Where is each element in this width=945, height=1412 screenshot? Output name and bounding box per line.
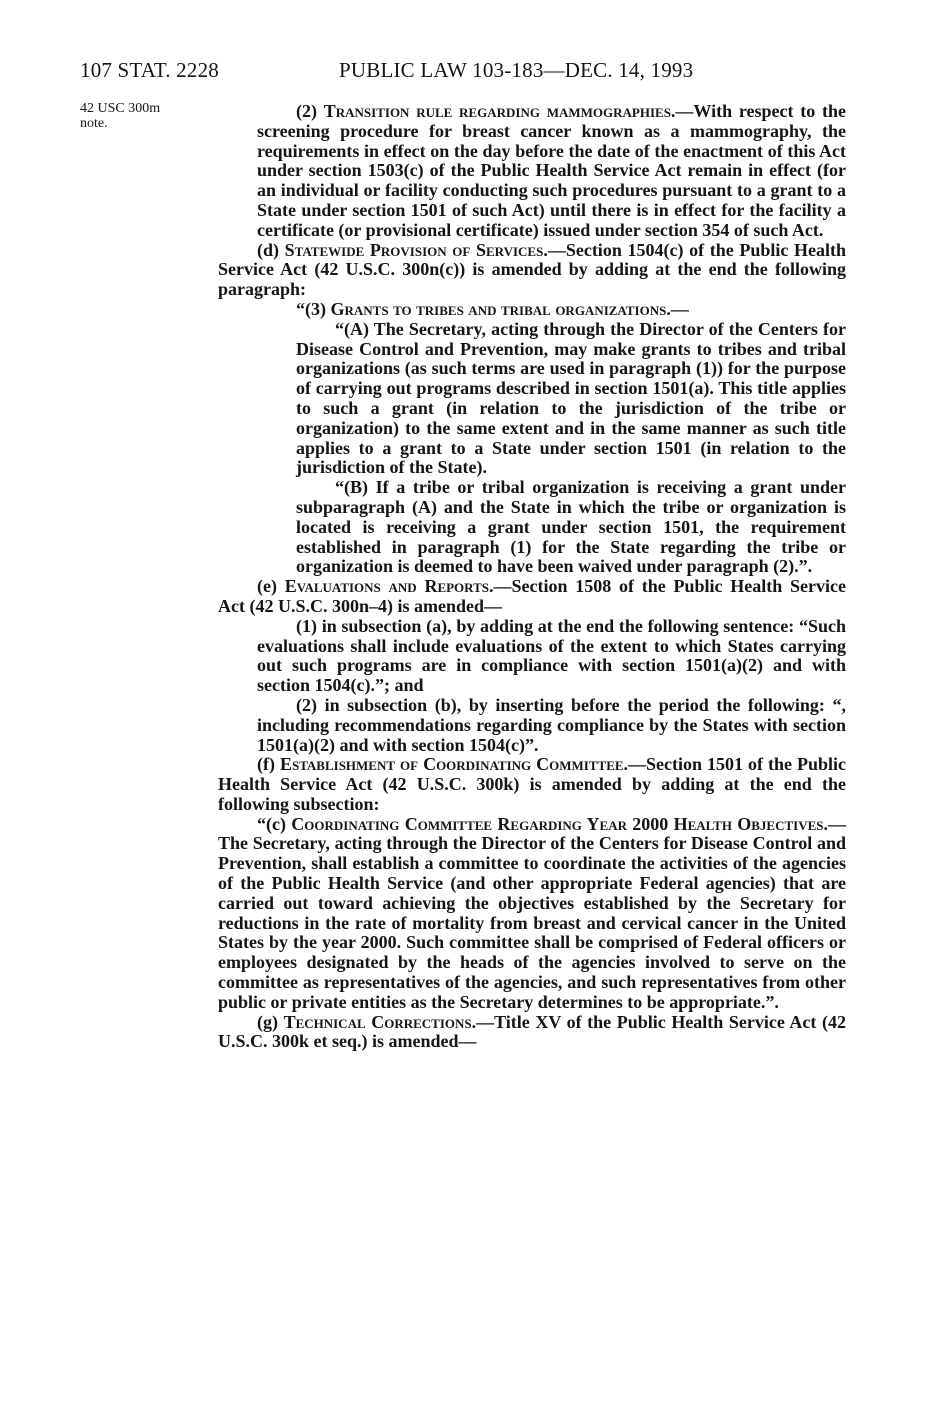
- paragraph-text: —Section 1501 of the Public Health Service Act (42 U.S.C. 300k) is amended by adding at the end the following subsection:: [218, 754, 846, 814]
- paragraph-text: —: [670, 298, 689, 319]
- paragraph-transition-rule: [218, 102, 846, 241]
- paragraph-heading: Coordinating Committee Regarding Year 2000 Health Objectives.: [291, 813, 828, 834]
- paragraph-subparagraph-b: “(B) If a tribe or tribal organization is receiving a grant under subparagraph (A) and the State in which the tribe or organization is located is receiving a grant under section 1501, the requirement established in paragraph (1) for the State regarding the tribe or organization is deemed to have been waived under paragraph (2).”.: [296, 477, 846, 577]
- paragraph-text: —With respect to the screening procedure for breast cancer known as a mammography, the requirements in effect on the day before the date of the enactment of this Act under section 1503(c) of the Public Health Service Act remain in effect (for an individual or facility conducting such procedures pursuant to a grant to a State under section 1501 of such Act) until there is in effect for the facility a certificate (or provisional certificate) issued under section 354 of such Act.: [257, 101, 846, 240]
- paragraph-label: “(c): [257, 813, 292, 834]
- margin-note-line: note.: [80, 116, 108, 131]
- page-title: PUBLIC LAW 103-183—DEC. 14, 1993: [339, 58, 694, 82]
- paragraph-coordinating-committee: [218, 755, 846, 814]
- paragraph-heading: Evaluations and Reports.: [284, 576, 494, 597]
- paragraph-heading: Statewide Provision of Services.: [284, 239, 548, 260]
- paragraph-technical-corrections: [218, 1013, 846, 1053]
- paragraph-heading: Technical Corrections.: [283, 1011, 477, 1032]
- paragraph-text: —Section 1504(c) of the Public Health Service Act (42 U.S.C. 300n(c)) is amended by adding at the end the following paragraph:: [218, 239, 847, 300]
- paragraph-statewide-provision: [218, 241, 846, 300]
- paragraph-heading: Transition rule regarding mammographies.: [323, 101, 676, 121]
- margin-note: [80, 101, 200, 131]
- paragraph-text: —The Secretary, acting through the Director of the Centers for Disease Control and Prevention, shall establish a committee to coordinate the activities of the agencies of the Public Health Service (and other appropriate Federal agencies) that are carried out toward achieving the objectives established by the Secretary for reductions in the rate of mortality from breast and cervical cancer in the United States by the year 2000. Such committee shall be comprised of Federal officers or employees designated by the heads of the agencies involved to serve on the committee as representatives of the agencies, and such representatives from other public or private entities as the Secretary determines to be appropriate.”.: [218, 813, 846, 1012]
- paragraph-heading: Grants to tribes and tribal organizations.: [330, 298, 671, 319]
- paragraph-label: (2): [296, 101, 324, 121]
- paragraph-label: “(3): [296, 298, 331, 319]
- paragraph-year-2000-objectives: [218, 815, 846, 1013]
- paragraph-evaluations: [218, 577, 846, 617]
- paragraph-grants-heading: [218, 300, 846, 320]
- paragraph-subparagraph-a: “(A) The Secretary, acting through the Director of the Centers for Disease Control and Prevention, may make grants to tribes and tribal organizations (as such terms are used in paragraph (1)) for the purpose of carrying out programs described in section 1501(a). This title applies to such a grant (in relation to the jurisdiction of the tribe or organization) to the same extent and in the same manner as such title applies to a grant to a State under section 1501 (in relation to the jurisdiction of the State).: [296, 318, 846, 478]
- paragraph-label: (e): [257, 576, 285, 597]
- paragraph-heading: Establishment of Coordinating Committee.: [279, 754, 629, 775]
- paragraph-text: —Title XV of the Public Health Service Act (42 U.S.C. 300k et seq.) is amended—: [218, 1011, 846, 1052]
- paragraph-text: —Section 1508 of the Public Health Service Act (42 U.S.C. 300n–4) is amended—: [218, 576, 846, 616]
- page-number: 107 STAT. 2228: [80, 58, 219, 82]
- margin-note-line: 42 USC 300m: [80, 101, 161, 116]
- document-body: [218, 102, 846, 1052]
- paragraph-label: (g): [257, 1011, 284, 1032]
- running-head: [80, 58, 860, 88]
- paragraph-label: (d): [257, 239, 285, 260]
- paragraph-clause-2: (2) in subsection (b), by inserting before the period the following: “, including recommendations regarding compliance by the States with section 1501(a)(2) and with section 1504(c)”.: [257, 694, 846, 755]
- paragraph-label: (f): [257, 754, 280, 775]
- paragraph-clause-1: (1) in subsection (a), by adding at the end the following sentence: “Such evaluations shall include evaluations of the extent to which States carrying out such programs are in compliance with section 1501(a)(2) and with section 1504(c).”; and: [257, 615, 846, 696]
